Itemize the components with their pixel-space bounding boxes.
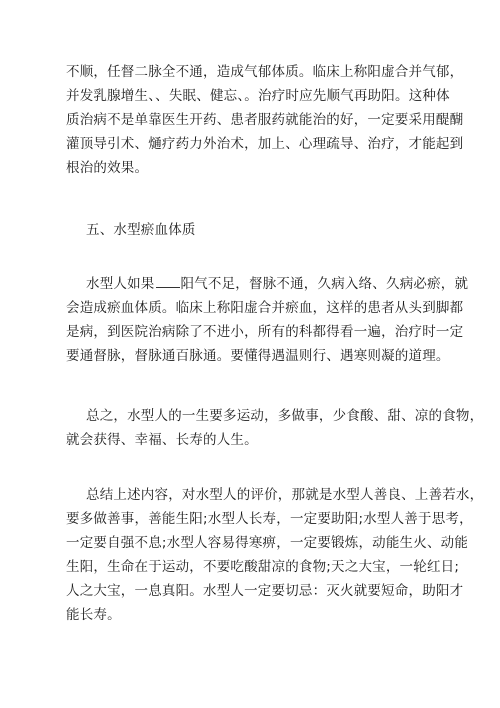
- paragraph-4-line: 一定要自强不息;水型人容易得寒痹，一定要锻炼，动能生火、动能: [66, 535, 469, 551]
- paragraph-2-line: 是病，到医院治病除了不进小，所有的科都得看一遍，治疗时一定: [66, 324, 464, 340]
- paragraph-4-line: 人之大宝，一息真阳。水型人一定要切忌：灭火就要短命，助阳才: [66, 583, 464, 599]
- paragraph-1-line: 不顺，任督二脉全不通，造成气郁体质。临床上称阳虚合并气郁，: [66, 64, 464, 80]
- paragraph-4-line: 要多做善事，善能生阳;水型人长寿，一定要助阳;水型人善于思考，: [66, 511, 473, 527]
- section-heading: 五、水型瘀血体质: [86, 222, 196, 238]
- paragraph-1: [66, 60, 464, 180]
- paragraph-2-line: [86, 272, 469, 296]
- paragraph-2-line: 要通督脉，督脉通百脉通。要懂得遇温则行、遇寒则凝的道理。: [66, 348, 450, 364]
- paragraph-3: [66, 428, 438, 452]
- paragraph-1-line: 质治病不是单靠医生开药、患者服药就能治的好，一定要采用醍醐: [66, 112, 464, 128]
- paragraph-4-line: 能长寿。: [66, 607, 121, 623]
- paragraph-2-line-end: 阳气不足，督脉不通，久病入络、久病必瘀，就: [180, 276, 469, 292]
- paragraph-1-line: 根治的效果。: [66, 160, 149, 176]
- paragraph-4-line: 总结上述内容，对水型人的评价，那就是水型人善良、上善若水，: [86, 487, 484, 503]
- paragraph-4: [66, 507, 473, 627]
- paragraph-4-first-line: [86, 483, 484, 507]
- fill-in-blank: [156, 275, 180, 288]
- paragraph-1-line: 并发乳腺增生、、失眠、健忘、。治疗时应先顺气再助阳。这种体: [66, 88, 450, 104]
- paragraph-3-line: 就会获得、幸福、长寿的人生。: [66, 432, 258, 448]
- paragraph-4-line: 生阳，生命在于运动，不要吃酸甜凉的食物;天之大宝，一轮红日;: [66, 559, 460, 575]
- paragraph-3-line: 总之，水型人的一生要多运动，多做事，少食酸、甜、凉的食物，: [86, 408, 484, 424]
- paragraph-2-line-start: 水型人如果: [86, 276, 155, 292]
- paragraph-2-first-line: [86, 272, 469, 296]
- paragraph-2-line: 会造成瘀血体质。临床上称阳虚合并瘀血，这样的患者从头到脚都: [66, 300, 464, 316]
- paragraph-3-first-line: [86, 404, 484, 428]
- paragraph-1-line: 灌顶导引术、熥疗药力外治术，加上、心理疏导、治疗，才能起到: [66, 136, 464, 152]
- paragraph-2: [66, 296, 464, 368]
